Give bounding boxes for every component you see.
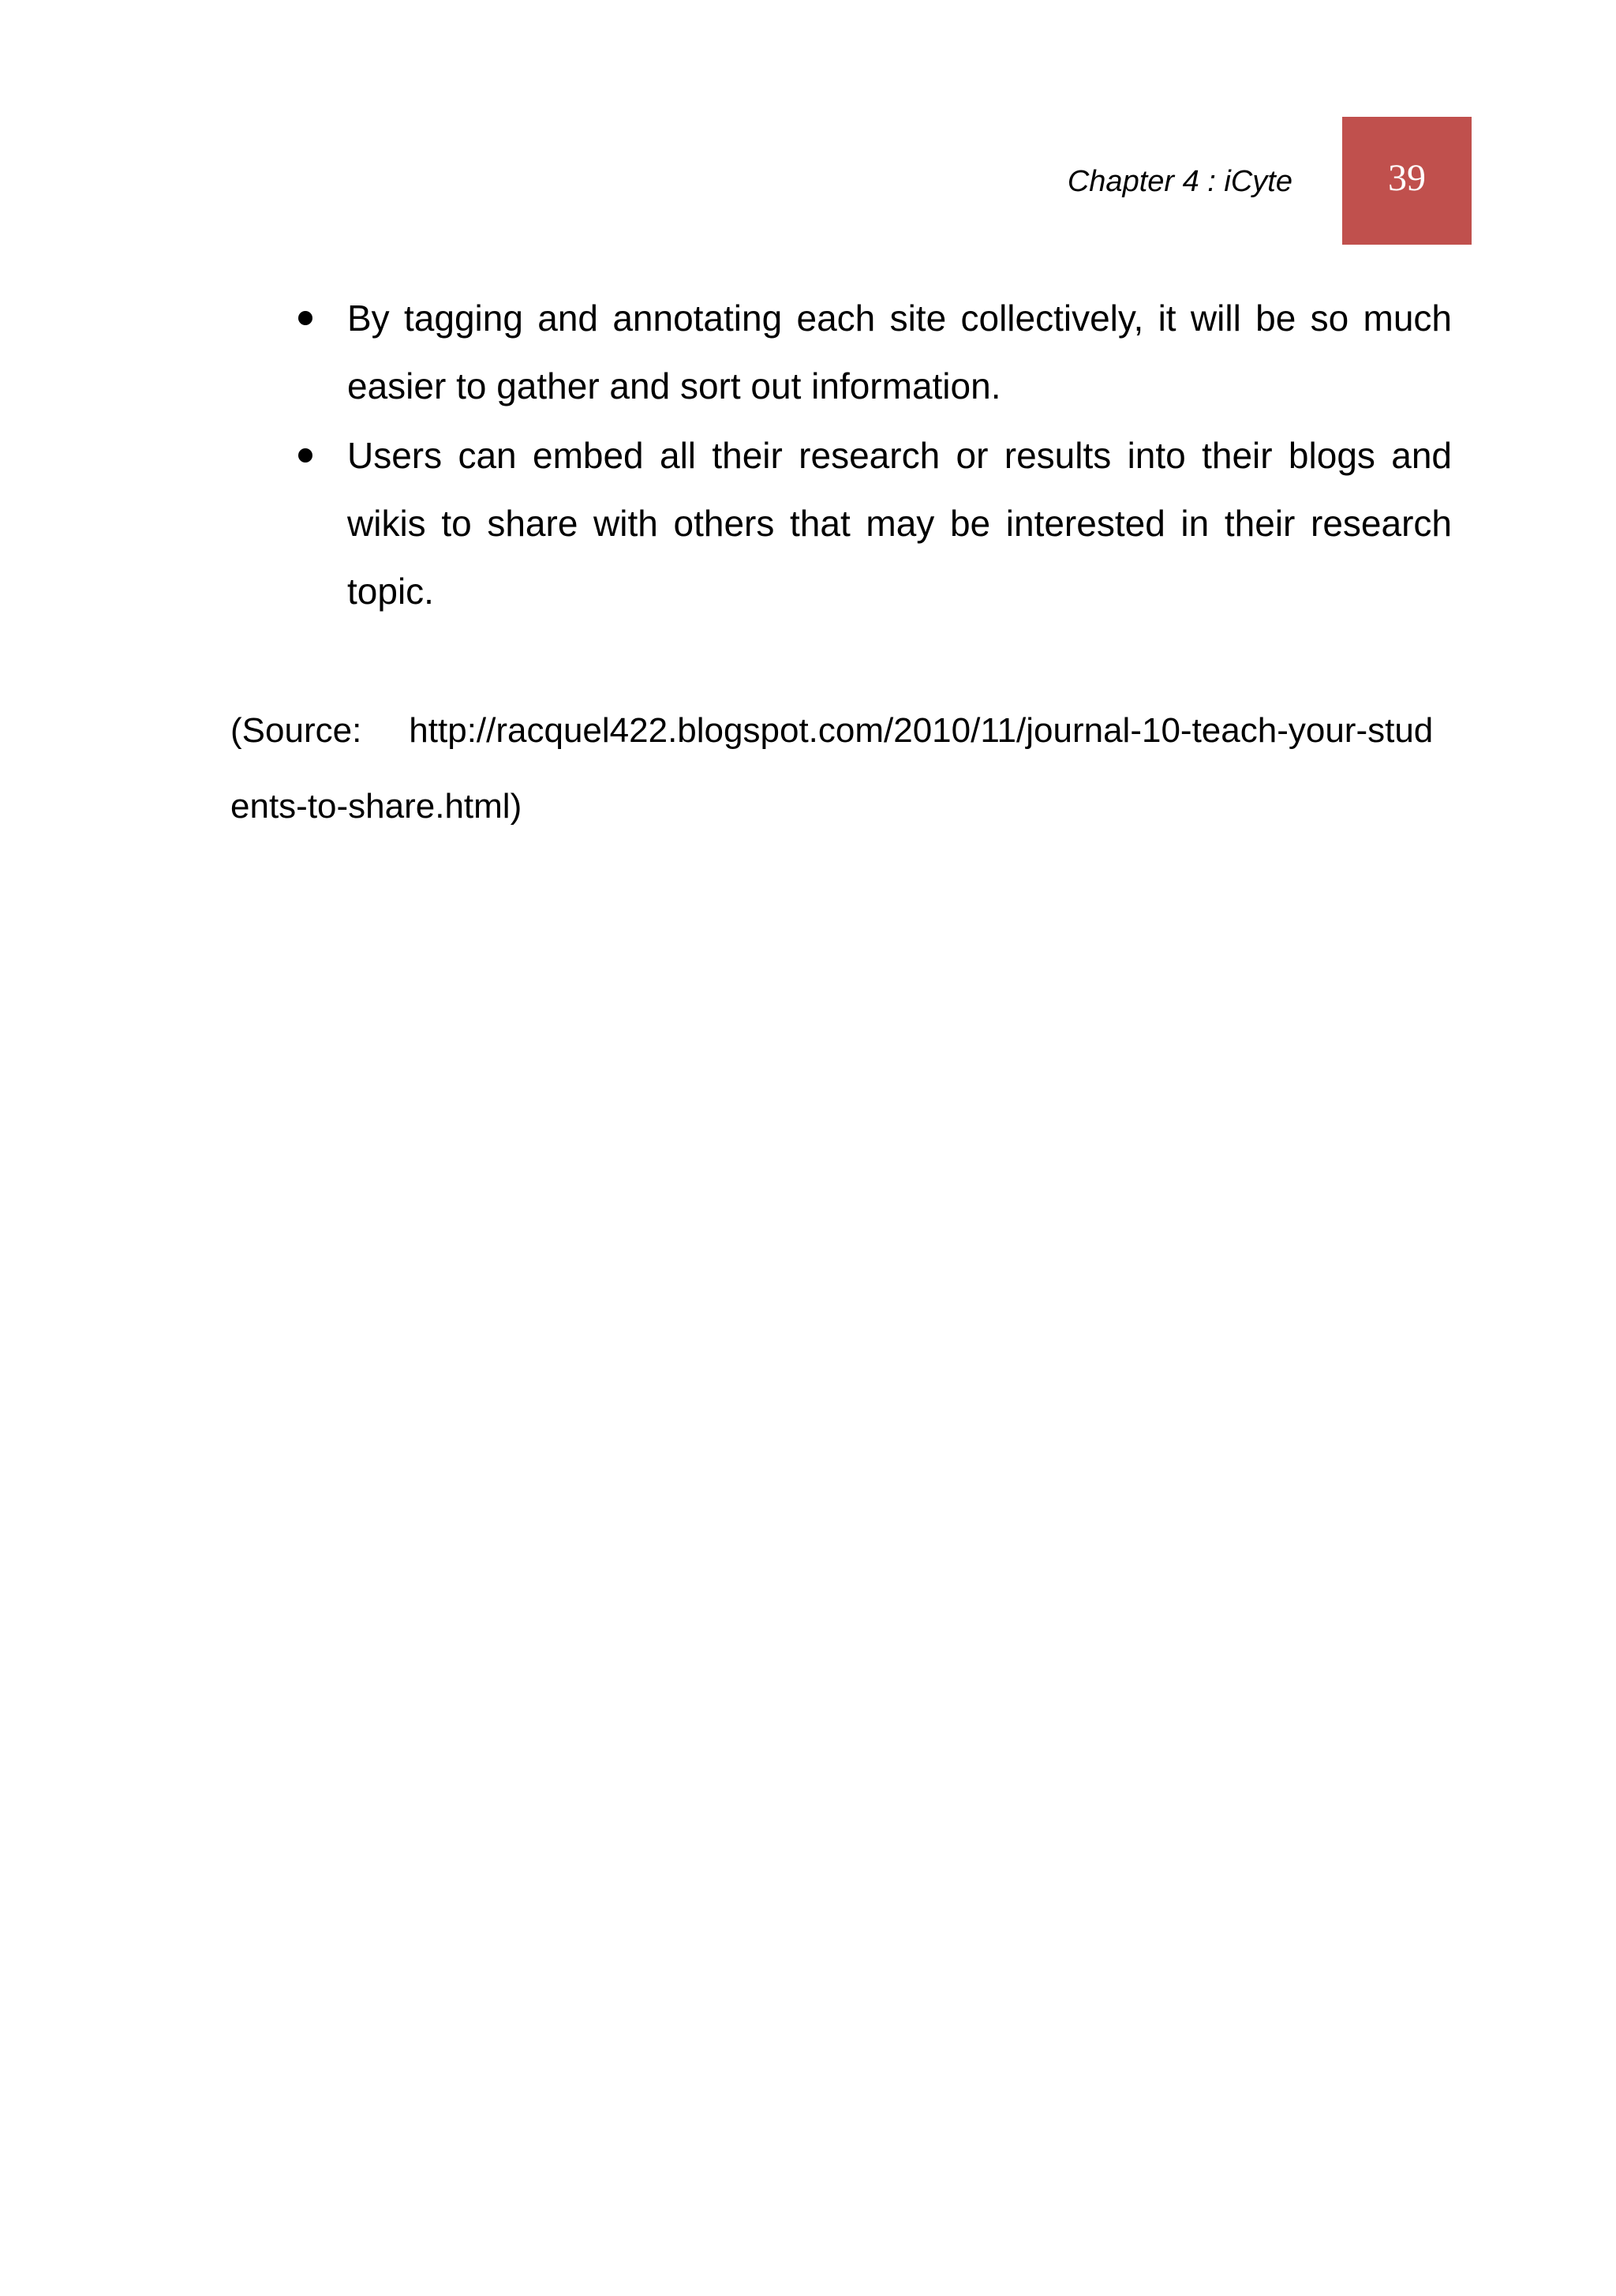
bullet-icon xyxy=(298,448,312,463)
bullet-icon xyxy=(298,311,312,325)
list-item-text: By tagging and annotating each site collectively, it will be so much easier to gather and sort out information. xyxy=(347,298,1452,406)
list-item xyxy=(347,421,1452,625)
page-number: 39 xyxy=(1388,157,1426,199)
source-citation xyxy=(230,693,1452,845)
list-item-text: Users can embed all their research or results into their blogs and wikis to share with others that may be interested in their research topic. xyxy=(347,435,1452,612)
list-item xyxy=(347,284,1452,420)
chapter-header: Chapter 4 : iCyte xyxy=(1067,165,1292,198)
page-number-box xyxy=(1342,117,1472,245)
source-label: (Source: xyxy=(230,711,362,750)
source-close: ) xyxy=(510,787,522,826)
source-link[interactable]: http://racquel422.blogspot.com/2010/11/journal-10-teach-your-students-to-share.html xyxy=(230,711,1434,826)
